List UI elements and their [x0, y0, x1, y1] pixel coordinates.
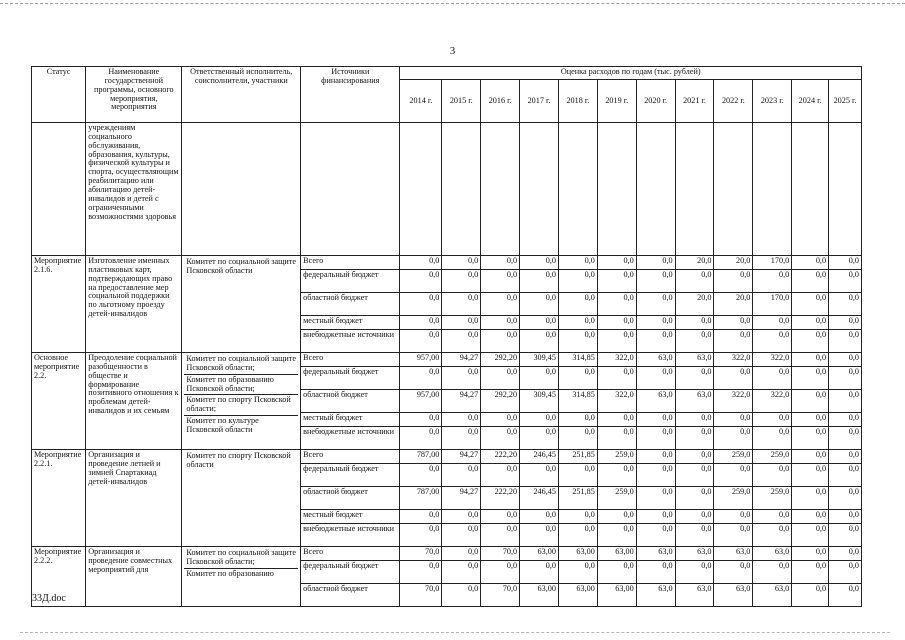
amount-cell: 0,0 [753, 316, 792, 330]
amount-cell: 0,0 [481, 427, 520, 450]
amount-cell: 70,0 [481, 584, 520, 607]
funding-source-cell: федеральный бюджет [301, 464, 400, 487]
amount-cell: 0,0 [829, 561, 862, 584]
amount-cell: 0,0 [675, 450, 714, 464]
empty-cell [597, 123, 636, 256]
amount-cell: 0,0 [792, 584, 829, 607]
amount-cell: 0,0 [597, 464, 636, 487]
amount-cell: 0,0 [400, 524, 442, 547]
amount-cell: 63,0 [714, 547, 753, 561]
amount-cell: 0,0 [636, 413, 675, 427]
responsible-entry: Комитет по культуре Псковской области [186, 416, 259, 435]
amount-cell: 0,0 [442, 427, 481, 450]
amount-cell: 0,0 [400, 256, 442, 270]
year-header: 2015 г. [442, 80, 481, 123]
funding-source-cell: местный бюджет [301, 510, 400, 524]
measure-name-cell: Организация и проведение совместных мероприятий для [86, 547, 182, 607]
amount-cell: 0,0 [481, 270, 520, 293]
responsible-entry: Комитет по социальной защите Псковской области; [184, 354, 298, 375]
amount-cell: 0,0 [400, 270, 442, 293]
amount-cell: 0,0 [675, 510, 714, 524]
amount-cell: 0,0 [558, 561, 597, 584]
amount-cell: 309,45 [520, 390, 559, 413]
amount-cell: 0,0 [753, 464, 792, 487]
amount-cell: 0,0 [753, 561, 792, 584]
funding-source-cell: областной бюджет [301, 293, 400, 316]
amount-cell: 0,0 [753, 524, 792, 547]
table-row [32, 353, 862, 367]
amount-cell: 0,0 [636, 427, 675, 450]
amount-cell: 0,0 [675, 427, 714, 450]
amount-cell: 259,0 [753, 450, 792, 464]
amount-cell: 251,85 [558, 487, 597, 510]
amount-cell: 0,0 [675, 464, 714, 487]
funding-source-cell: внебюджетные источники [301, 330, 400, 353]
amount-cell: 0,0 [714, 524, 753, 547]
amount-cell: 0,0 [558, 367, 597, 390]
amount-cell: 322,0 [714, 353, 753, 367]
amount-cell: 63,0 [636, 353, 675, 367]
amount-cell: 0,0 [714, 561, 753, 584]
amount-cell: 63,0 [675, 584, 714, 607]
amount-cell: 0,0 [520, 510, 559, 524]
responsible-entry: Комитет по социальной защите Псковской области; [184, 548, 298, 569]
amount-cell: 94,27 [442, 390, 481, 413]
amount-cell: 0,0 [675, 270, 714, 293]
amount-cell: 170,0 [753, 256, 792, 270]
amount-cell: 0,0 [481, 256, 520, 270]
amount-cell: 0,0 [400, 293, 442, 316]
amount-cell: 0,0 [597, 256, 636, 270]
amount-cell: 0,0 [481, 464, 520, 487]
amount-cell: 0,0 [792, 367, 829, 390]
year-header: 2016 г. [481, 80, 520, 123]
amount-cell: 0,0 [442, 413, 481, 427]
amount-cell: 787,00 [400, 487, 442, 510]
amount-cell: 0,0 [597, 316, 636, 330]
amount-cell: 259,0 [597, 450, 636, 464]
empty-cell [792, 123, 829, 256]
amount-cell: 0,0 [675, 330, 714, 353]
amount-cell: 787,00 [400, 450, 442, 464]
amount-cell: 94,27 [442, 353, 481, 367]
amount-cell: 0,0 [481, 293, 520, 316]
funding-source-cell: местный бюджет [301, 316, 400, 330]
amount-cell: 0,0 [675, 316, 714, 330]
amount-cell: 0,0 [792, 353, 829, 367]
amount-cell: 0,0 [636, 256, 675, 270]
amount-cell: 0,0 [481, 510, 520, 524]
amount-cell: 0,0 [829, 293, 862, 316]
amount-cell: 0,0 [829, 367, 862, 390]
amount-cell: 0,0 [520, 367, 559, 390]
amount-cell: 0,0 [520, 464, 559, 487]
amount-cell: 0,0 [597, 270, 636, 293]
funding-source-cell: областной бюджет [301, 584, 400, 607]
amount-cell: 0,0 [400, 464, 442, 487]
amount-cell: 0,0 [792, 256, 829, 270]
amount-cell: 0,0 [792, 316, 829, 330]
amount-cell: 0,0 [636, 464, 675, 487]
responsible-entry: Комитет по социальной защите Псковской области [186, 257, 297, 275]
footer-filename: 33Д.doc [32, 593, 66, 604]
amount-cell: 251,85 [558, 450, 597, 464]
amount-cell: 0,0 [829, 584, 862, 607]
empty-cell [182, 123, 301, 256]
amount-cell: 0,0 [714, 367, 753, 390]
amount-cell: 20,0 [714, 256, 753, 270]
responsible-entry: Комитет по спорту Псковской области; [184, 395, 298, 416]
year-header: 2021 г. [675, 80, 714, 123]
amount-cell: 70,0 [400, 584, 442, 607]
amount-cell: 222,20 [481, 487, 520, 510]
amount-cell: 314,85 [558, 353, 597, 367]
responsible-cell [182, 547, 301, 607]
amount-cell: 0,0 [558, 256, 597, 270]
amount-cell: 0,0 [520, 293, 559, 316]
amount-cell: 0,0 [597, 330, 636, 353]
amount-cell: 0,0 [400, 510, 442, 524]
year-header: 2023 г. [753, 80, 792, 123]
financing-table [31, 66, 862, 607]
amount-cell: 322,0 [753, 353, 792, 367]
amount-cell: 0,0 [558, 316, 597, 330]
funding-source-cell: Всего [301, 256, 400, 270]
amount-cell: 63,00 [520, 547, 559, 561]
empty-cell [714, 123, 753, 256]
amount-cell: 0,0 [520, 561, 559, 584]
amount-cell: 0,0 [636, 293, 675, 316]
amount-cell: 0,0 [675, 561, 714, 584]
status-cell: Основное мероприятие 2.2. [32, 353, 86, 450]
funding-source-cell: областной бюджет [301, 487, 400, 510]
amount-cell: 0,0 [442, 584, 481, 607]
measure-name-cell: Преодоление социальной разобщенности в обществе и формирование позитивного отношения к проблемам детей-инвалидов и их семьям [86, 353, 182, 450]
amount-cell: 63,0 [636, 390, 675, 413]
amount-cell: 0,0 [481, 413, 520, 427]
amount-cell: 0,0 [829, 487, 862, 510]
amount-cell: 0,0 [481, 367, 520, 390]
amount-cell: 0,0 [520, 524, 559, 547]
empty-cell [442, 123, 481, 256]
amount-cell: 0,0 [597, 367, 636, 390]
amount-cell: 322,0 [597, 353, 636, 367]
year-header: 2022 г. [714, 80, 753, 123]
amount-cell: 0,0 [558, 413, 597, 427]
amount-cell: 63,0 [636, 584, 675, 607]
status-cell: Мероприятие 2.1.6. [32, 256, 86, 353]
amount-cell: 0,0 [792, 510, 829, 524]
amount-cell: 0,0 [829, 547, 862, 561]
table-row [32, 547, 862, 561]
amount-cell: 0,0 [520, 413, 559, 427]
funding-source-cell: федеральный бюджет [301, 367, 400, 390]
amount-cell: 259,0 [753, 487, 792, 510]
amount-cell: 0,0 [636, 367, 675, 390]
amount-cell: 0,0 [792, 547, 829, 561]
amount-cell: 0,0 [636, 316, 675, 330]
amount-cell: 0,0 [442, 524, 481, 547]
amount-cell: 0,0 [675, 367, 714, 390]
table-row [32, 256, 862, 270]
continuation-text: учреждениям социального обслуживания, образования, культуры, физической культуры и спорта, осуществляющим реабилитацию или абилитацию детей-инвалидов и детей с ограниченными возможностями здоровья [86, 123, 182, 256]
amount-cell: 63,00 [520, 584, 559, 607]
amount-cell: 0,0 [442, 510, 481, 524]
year-header: 2020 г. [636, 80, 675, 123]
responsible-entry: Комитет по спорту Псковской области [186, 451, 291, 469]
amount-cell: 0,0 [829, 256, 862, 270]
amount-cell: 0,0 [636, 330, 675, 353]
amount-cell: 0,0 [558, 270, 597, 293]
page-number: 3 [449, 45, 456, 57]
amount-cell: 0,0 [829, 464, 862, 487]
amount-cell: 0,0 [792, 464, 829, 487]
amount-cell: 0,0 [792, 330, 829, 353]
amount-cell: 0,0 [829, 390, 862, 413]
amount-cell: 0,0 [520, 427, 559, 450]
amount-cell: 0,0 [792, 427, 829, 450]
empty-cell [520, 123, 559, 256]
amount-cell: 63,0 [753, 584, 792, 607]
responsible-cell [182, 353, 301, 450]
amount-cell: 0,0 [481, 524, 520, 547]
amount-cell: 0,0 [636, 487, 675, 510]
amount-cell: 0,0 [558, 510, 597, 524]
amount-cell: 0,0 [558, 464, 597, 487]
table-header [32, 67, 862, 123]
amount-cell: 0,0 [481, 561, 520, 584]
amount-cell: 0,0 [714, 330, 753, 353]
amount-cell: 0,0 [714, 427, 753, 450]
amount-cell: 0,0 [442, 270, 481, 293]
amount-cell: 292,20 [481, 353, 520, 367]
amount-cell: 292,20 [481, 390, 520, 413]
amount-cell: 63,00 [558, 547, 597, 561]
amount-cell: 0,0 [442, 256, 481, 270]
amount-cell: 0,0 [714, 270, 753, 293]
amount-cell: 0,0 [829, 270, 862, 293]
empty-cell [32, 123, 86, 256]
amount-cell: 0,0 [753, 330, 792, 353]
funding-source-cell: Всего [301, 353, 400, 367]
amount-cell: 0,0 [714, 316, 753, 330]
funding-source-cell: областной бюджет [301, 390, 400, 413]
amount-cell: 246,45 [520, 450, 559, 464]
amount-cell: 0,0 [714, 510, 753, 524]
amount-cell: 0,0 [675, 524, 714, 547]
amount-cell: 94,27 [442, 487, 481, 510]
amount-cell: 63,0 [675, 353, 714, 367]
amount-cell: 0,0 [829, 524, 862, 547]
amount-cell: 0,0 [636, 270, 675, 293]
amount-cell: 314,85 [558, 390, 597, 413]
amount-cell: 20,0 [675, 256, 714, 270]
amount-cell: 0,0 [442, 330, 481, 353]
year-header: 2018 г. [558, 80, 597, 123]
amount-cell: 0,0 [400, 316, 442, 330]
amount-cell: 322,0 [714, 390, 753, 413]
status-cell: Мероприятие 2.2.2. [32, 547, 86, 607]
empty-cell [558, 123, 597, 256]
year-header: 2025 г. [829, 80, 862, 123]
amount-cell: 957,00 [400, 353, 442, 367]
year-header: 2024 г. [792, 80, 829, 123]
amount-cell: 63,0 [675, 390, 714, 413]
measure-name-cell: Организация и проведение летней и зимней Спартакиад детей-инвалидов [86, 450, 182, 547]
empty-cell [753, 123, 792, 256]
amount-cell: 0,0 [829, 450, 862, 464]
scan-edge-bottom [20, 632, 890, 633]
amount-cell: 0,0 [792, 293, 829, 316]
amount-cell: 0,0 [481, 316, 520, 330]
amount-cell: 259,0 [714, 487, 753, 510]
scan-edge-top [0, 3, 905, 4]
amount-cell: 0,0 [792, 270, 829, 293]
header-name: Наименование государственной программы, основного мероприятия, мероприятия [86, 67, 182, 123]
amount-cell: 259,0 [714, 450, 753, 464]
empty-cell [301, 123, 400, 256]
header-sources: Источники финансирования [301, 67, 400, 123]
amount-cell: 0,0 [400, 330, 442, 353]
amount-cell: 0,0 [714, 413, 753, 427]
amount-cell: 0,0 [792, 450, 829, 464]
amount-cell: 63,0 [753, 547, 792, 561]
amount-cell: 70,0 [481, 547, 520, 561]
responsible-cell [182, 256, 301, 353]
header-status: Статус [32, 67, 86, 123]
amount-cell: 0,0 [442, 367, 481, 390]
table-body [32, 123, 862, 607]
amount-cell: 0,0 [753, 367, 792, 390]
amount-cell: 0,0 [829, 353, 862, 367]
amount-cell: 0,0 [597, 293, 636, 316]
year-header: 2014 г. [400, 80, 442, 123]
empty-cell [481, 123, 520, 256]
amount-cell: 0,0 [753, 270, 792, 293]
amount-cell: 0,0 [636, 524, 675, 547]
amount-cell: 0,0 [400, 427, 442, 450]
responsible-cell [182, 450, 301, 547]
header-expenses: Оценка расходов по годам (тыс. рублей) [400, 67, 862, 80]
amount-cell: 0,0 [442, 464, 481, 487]
amount-cell: 309,45 [520, 353, 559, 367]
amount-cell: 0,0 [520, 330, 559, 353]
funding-source-cell: Всего [301, 450, 400, 464]
empty-cell [636, 123, 675, 256]
amount-cell: 0,0 [442, 547, 481, 561]
amount-cell: 259,0 [597, 487, 636, 510]
year-header: 2017 г. [520, 80, 559, 123]
amount-cell: 0,0 [792, 390, 829, 413]
amount-cell: 0,0 [558, 330, 597, 353]
funding-source-cell: внебюджетные источники [301, 427, 400, 450]
amount-cell: 0,0 [520, 316, 559, 330]
amount-cell: 0,0 [792, 413, 829, 427]
amount-cell: 20,0 [714, 293, 753, 316]
amount-cell: 0,0 [558, 524, 597, 547]
funding-source-cell: внебюджетные источники [301, 524, 400, 547]
amount-cell: 0,0 [636, 510, 675, 524]
amount-cell: 0,0 [442, 293, 481, 316]
amount-cell: 0,0 [675, 413, 714, 427]
funding-source-cell: федеральный бюджет [301, 561, 400, 584]
amount-cell: 63,00 [558, 584, 597, 607]
measure-name-cell: Изготовление именных пластиковых карт, подтверждающих право на предоставление мер социальной поддержки по льготному проезду детей-инвалидов [86, 256, 182, 353]
amount-cell: 63,00 [597, 547, 636, 561]
amount-cell: 0,0 [442, 561, 481, 584]
amount-cell: 0,0 [753, 413, 792, 427]
amount-cell: 0,0 [792, 561, 829, 584]
amount-cell: 0,0 [636, 450, 675, 464]
continuation-row [32, 123, 862, 256]
empty-cell [400, 123, 442, 256]
amount-cell: 222,20 [481, 450, 520, 464]
amount-cell: 0,0 [400, 367, 442, 390]
amount-cell: 0,0 [597, 561, 636, 584]
amount-cell: 0,0 [597, 510, 636, 524]
empty-cell [829, 123, 862, 256]
amount-cell: 94,27 [442, 450, 481, 464]
amount-cell: 246,45 [520, 487, 559, 510]
year-header: 2019 г. [597, 80, 636, 123]
amount-cell: 0,0 [400, 413, 442, 427]
amount-cell: 170,0 [753, 293, 792, 316]
amount-cell: 0,0 [753, 427, 792, 450]
amount-cell: 0,0 [597, 524, 636, 547]
header-responsible: Ответственный исполнитель, соисполнители, участники [182, 67, 301, 123]
amount-cell: 63,00 [597, 584, 636, 607]
amount-cell: 20,0 [675, 293, 714, 316]
amount-cell: 0,0 [481, 330, 520, 353]
funding-source-cell: Всего [301, 547, 400, 561]
status-cell: Мероприятие 2.2.1. [32, 450, 86, 547]
amount-cell: 0,0 [636, 561, 675, 584]
responsible-entry: Комитет по образованию [186, 568, 274, 578]
amount-cell: 0,0 [829, 427, 862, 450]
responsible-entry: Комитет по образованию Псковской области; [184, 375, 298, 396]
amount-cell: 0,0 [400, 561, 442, 584]
funding-source-cell: федеральный бюджет [301, 270, 400, 293]
amount-cell: 0,0 [558, 427, 597, 450]
amount-cell: 0,0 [714, 464, 753, 487]
amount-cell: 957,00 [400, 390, 442, 413]
amount-cell: 63,0 [714, 584, 753, 607]
funding-source-cell: местный бюджет [301, 413, 400, 427]
amount-cell: 0,0 [597, 413, 636, 427]
amount-cell: 0,0 [753, 510, 792, 524]
amount-cell: 0,0 [520, 256, 559, 270]
amount-cell: 0,0 [792, 487, 829, 510]
amount-cell: 63,0 [636, 547, 675, 561]
amount-cell: 0,0 [675, 487, 714, 510]
amount-cell: 322,0 [597, 390, 636, 413]
amount-cell: 63,0 [675, 547, 714, 561]
amount-cell: 0,0 [829, 316, 862, 330]
amount-cell: 0,0 [792, 524, 829, 547]
amount-cell: 0,0 [558, 293, 597, 316]
amount-cell: 0,0 [829, 330, 862, 353]
amount-cell: 0,0 [829, 510, 862, 524]
amount-cell: 0,0 [520, 270, 559, 293]
amount-cell: 0,0 [829, 413, 862, 427]
amount-cell: 0,0 [442, 316, 481, 330]
amount-cell: 322,0 [753, 390, 792, 413]
empty-cell [675, 123, 714, 256]
amount-cell: 0,0 [597, 427, 636, 450]
table-row [32, 450, 862, 464]
amount-cell: 70,0 [400, 547, 442, 561]
